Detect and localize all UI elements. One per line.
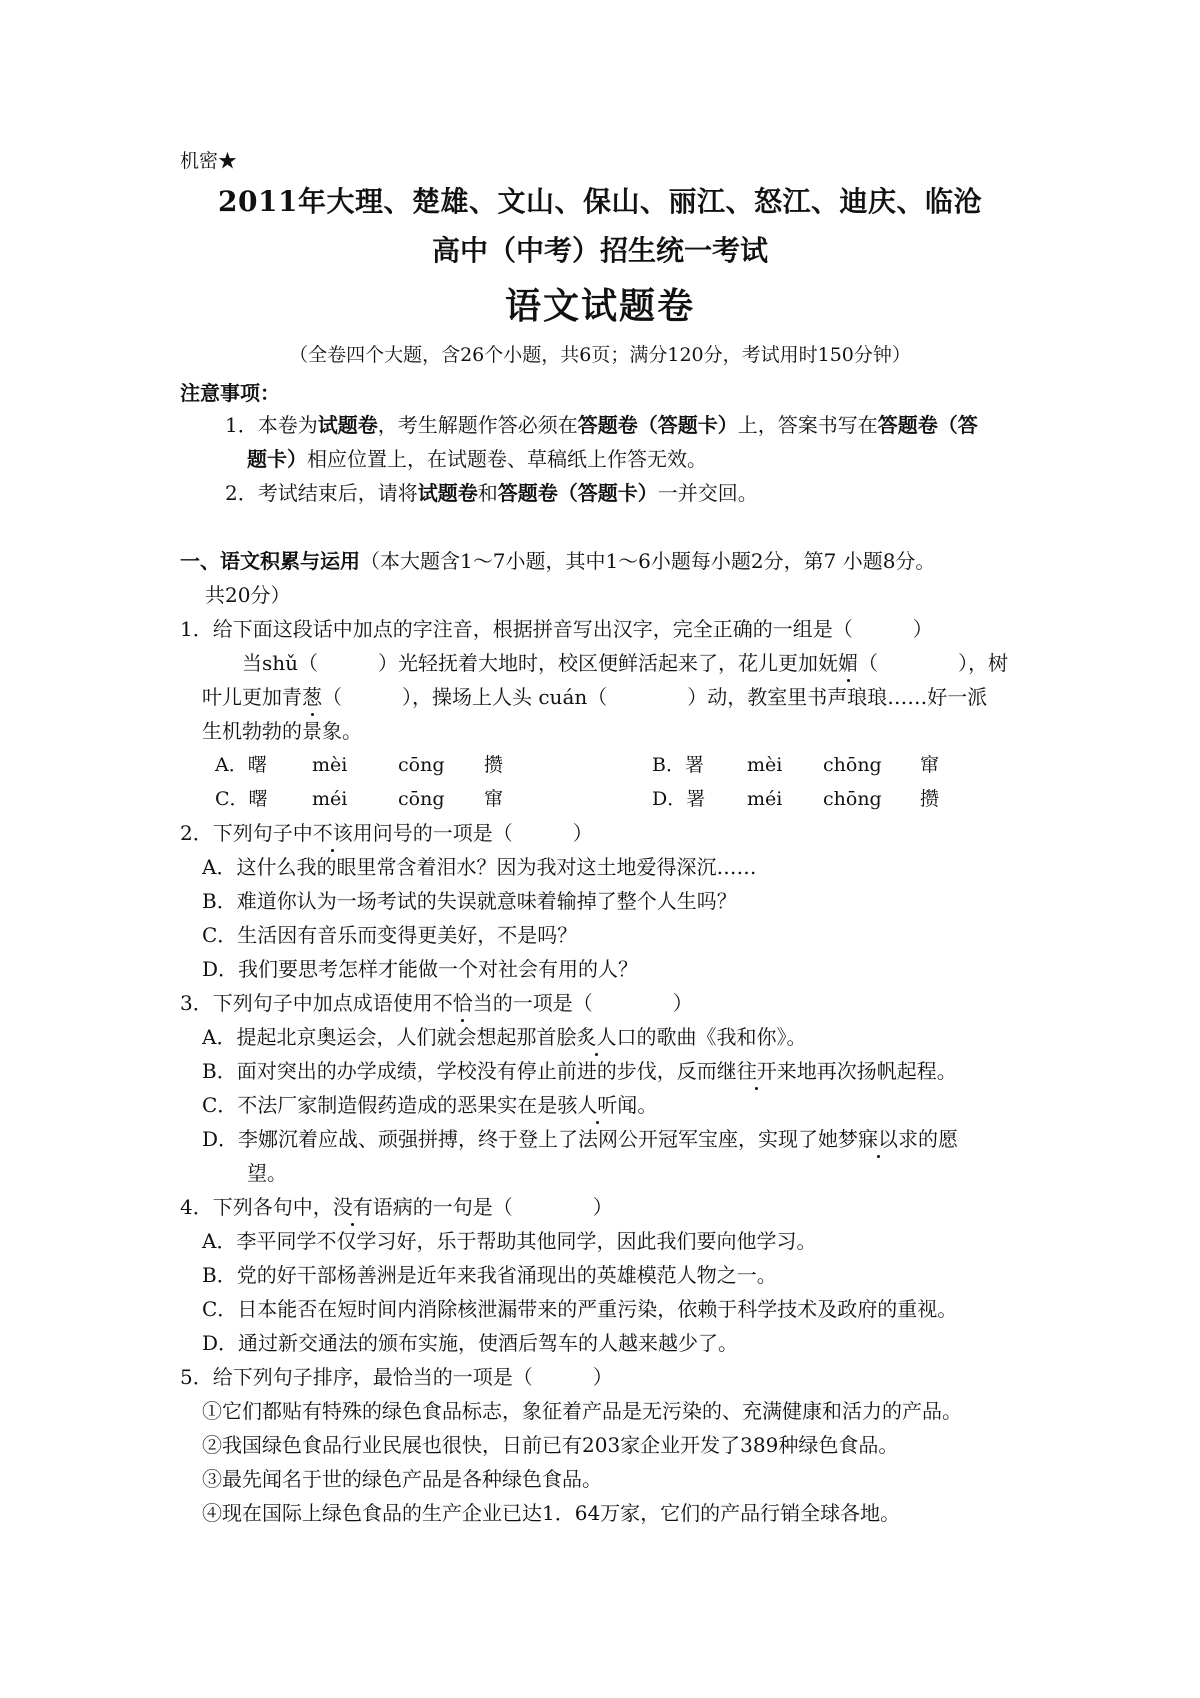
q1-passage-line3: 生机勃勃的景象。	[202, 719, 362, 743]
q5-sentence-2: ②我国绿色食品行业民展也很快，日前已有203家企业开发了389种绿色食品。	[202, 1433, 899, 1457]
q1-option-a-py2: cōng	[398, 754, 445, 776]
q4-option-c: C．日本能否在短时间内消除核泄漏带来的严重污染，依赖于科学技术及政府的重视。	[202, 1297, 958, 1321]
q2-stem: 2．下列句子中不该用问号的一项是（ ）	[180, 821, 593, 845]
q1-option-d-py1: méi	[747, 788, 783, 810]
section1-heading: 一、语文积累与运用（本大题含1～7小题，其中1～6小题每小题2分，第7 小题8分。	[180, 549, 936, 573]
section1-desc: 共20分）	[205, 583, 291, 607]
q1-option-a-char2: 攒	[484, 754, 504, 776]
q1-option-c-py2: cōng	[398, 788, 445, 810]
q1-option-b-char: B．署	[652, 754, 704, 776]
exam-title-line3: 语文试题卷	[504, 285, 695, 327]
q1-option-a-char: A．曙	[215, 754, 267, 776]
q1-option-c-char: C．曙	[215, 788, 268, 810]
q1-option-b-py2: chōng	[823, 754, 882, 776]
q3-option-d: D．李娜沉着应战、顽强拼搏，终于登上了法网公开冠军宝座，实现了她梦寐以求的愿	[202, 1127, 959, 1151]
q3-option-b: B．面对突出的办学成绩，学校没有停止前进的步伐，反而继往开来地再次扬帆起程。	[202, 1059, 957, 1083]
q1-option-d-char2: 攒	[920, 788, 940, 810]
notice-item-1-cont: 题卡）相应位置上，在试题卷、草稿纸上作答无效。	[247, 447, 707, 471]
exam-title-line1: 2011年大理、楚雄、文山、保山、丽江、怒江、迪庆、临沧	[218, 185, 982, 218]
secret-mark: 机密★	[180, 150, 238, 172]
q1-option-c-char2: 窜	[484, 788, 504, 810]
q1-option-c-py1: méi	[312, 788, 348, 810]
q4-option-d: D．通过新交通法的颁布实施，使酒后驾车的人越来越少了。	[202, 1331, 739, 1355]
q3-stem: 3．下列句子中加点成语使用不恰当的一项是（ ）	[180, 991, 693, 1015]
q2-option-c: C．生活因有音乐而变得更美好，不是吗？	[202, 923, 578, 947]
q5-sentence-3: ③最先闻名于世的绿色产品是各种绿色食品。	[202, 1467, 602, 1491]
q4-option-b: B．党的好干部杨善洲是近年来我省涌现出的英雄模范人物之一。	[202, 1263, 777, 1287]
q2-option-b: B．难道你认为一场考试的失误就意味着输掉了整个人生吗？	[202, 889, 737, 913]
q1-option-b-py1: mèi	[747, 754, 783, 776]
q3-option-d-cont: 望。	[247, 1161, 287, 1185]
q1-options-ab	[215, 752, 975, 778]
q5-sentence-1: ①它们都贴有特殊的绿色食品标志，象征着产品是无污染的、充满健康和活力的产品。	[202, 1399, 962, 1423]
q5-sentence-4: ④现在国际上绿色食品的生产企业已达1．64万家，它们的产品行销全球各地。	[202, 1501, 901, 1525]
q2-option-a: A．这什么我的眼里常含着泪水？因为我对这土地爱得深沉……	[202, 855, 757, 879]
q4-stem: 4．下列各句中，没有语病的一句是（ ）	[180, 1195, 613, 1219]
exam-subtitle: （全卷四个大题，含26个小题，共6页；满分120分，考试用时150分钟）	[289, 344, 911, 366]
notice-heading: 注意事项：	[180, 381, 280, 405]
q4-option-a: A．李平同学不仅学习好，乐于帮助其他同学，因此我们要向他学习。	[202, 1229, 817, 1253]
q1-option-d-char: D．署	[652, 788, 706, 810]
q3-option-c: C．不法厂家制造假药造成的恶果实在是骇人听闻。	[202, 1093, 658, 1117]
q1-passage-line2: 叶儿更加青葱（ ），操场上人头 cuán（ ）动，教室里书声琅琅……好一派	[202, 685, 988, 709]
q5-stem: 5．给下列句子排序，最恰当的一项是（ ）	[180, 1365, 613, 1389]
q2-option-d: D．我们要思考怎样才能做一个对社会有用的人？	[202, 957, 639, 981]
q1-option-d-py2: chōng	[823, 788, 882, 810]
q3-option-a: A．提起北京奥运会，人们就会想起那首脍炙人口的歌曲《我和你》。	[202, 1025, 807, 1049]
q1-option-a-py1: mèi	[312, 754, 348, 776]
exam-title-line2: 高中（中考）招生统一考试	[431, 234, 768, 267]
q1-passage-line1: 当shǔ（ ）光轻抚着大地时，校区便鲜活起来了，花儿更加妩媚（ ），树	[242, 651, 1009, 675]
q1-options-cd	[215, 786, 975, 812]
q1-stem: 1．给下面这段话中加点的字注音，根据拼音写出汉字，完全正确的一组是（ ）	[180, 617, 933, 641]
q1-option-b-char2: 窜	[920, 754, 940, 776]
notice-item-2: 2．考试结束后，请将试题卷和答题卷（答题卡）一并交回。	[225, 481, 758, 505]
notice-item-1: 1．本卷为试题卷，考生解题作答必须在答题卷（答题卡）上，答案书写在答题卷（答	[225, 413, 978, 437]
